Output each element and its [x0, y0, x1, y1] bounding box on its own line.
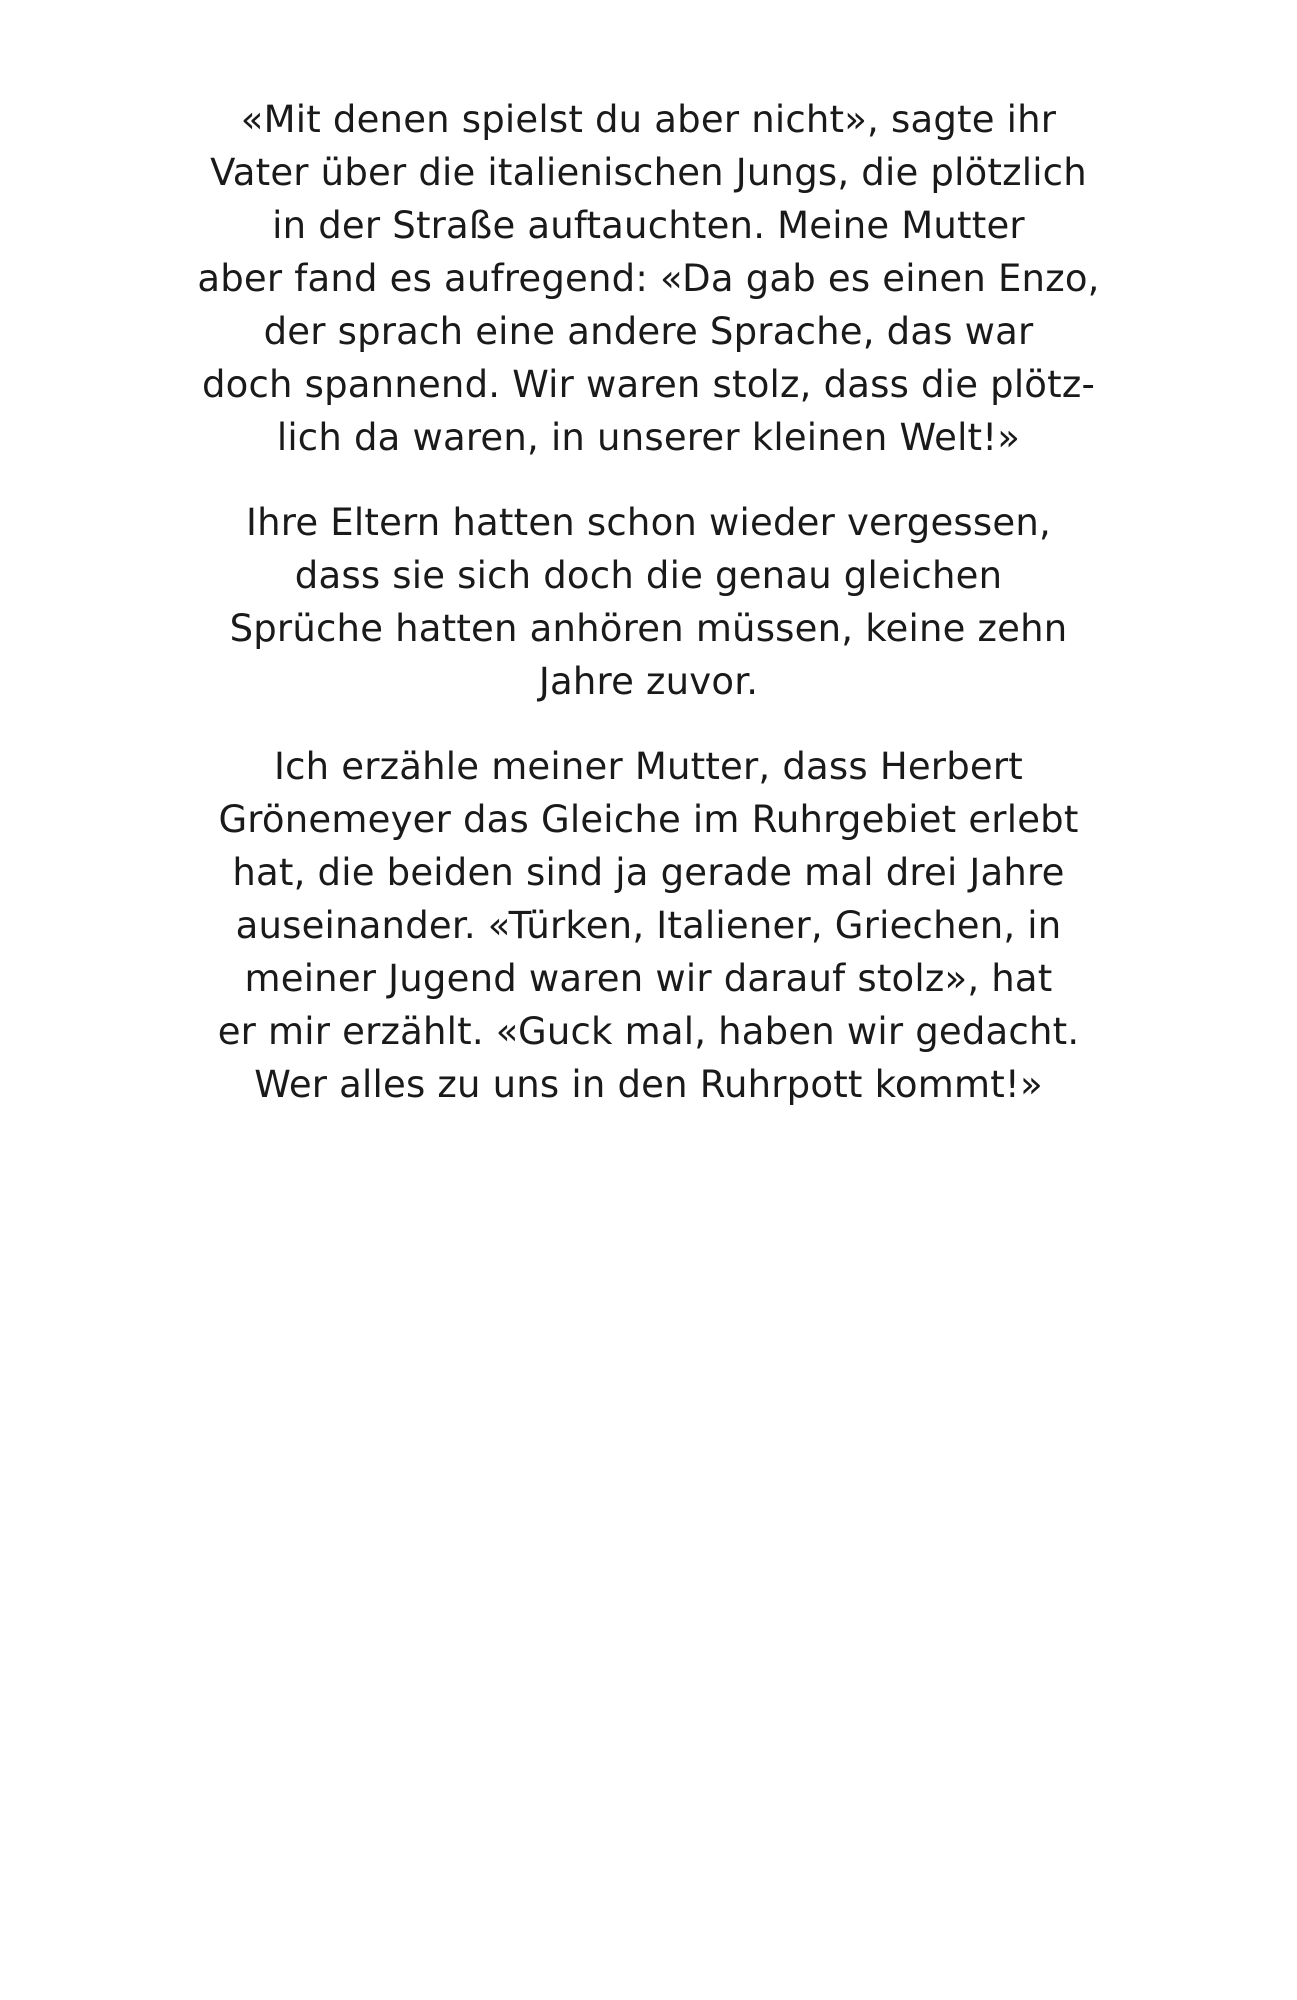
text-line: in der Straße auftauchten. Meine Mutter	[272, 204, 1025, 247]
text-line: Ich erzähle meiner Mutter, dass Herbert	[274, 745, 1023, 788]
body-text	[170, 93, 1127, 1143]
text-line: Grönemeyer das Gleiche im Ruhrgebiet erlebt	[218, 798, 1079, 841]
text-line: Ihre Eltern hatten schon wieder vergessen,	[246, 501, 1051, 544]
text-line: meiner Jugend waren wir darauf stolz», hat	[244, 957, 1053, 1000]
text-line: der sprach eine andere Sprache, das war	[263, 310, 1034, 353]
paragraph-3	[170, 740, 1127, 1111]
paragraph-1	[170, 93, 1127, 464]
text-line: Wer alles zu uns in den Ruhrpott kommt!»	[254, 1063, 1043, 1106]
text-line: hat, die beiden sind ja gerade mal drei Jahre	[232, 851, 1065, 894]
text-line: Sprüche hatten anhören müssen, keine zehn	[229, 607, 1068, 650]
text-line: lich da waren, in unserer kleinen Welt!»	[276, 416, 1021, 459]
text-line: auseinander. «Türken, Italiener, Griechen, in	[235, 904, 1062, 947]
text-line: Jahre zuvor.	[538, 660, 759, 703]
text-line: «Mit denen spielst du aber nicht», sagte ihr	[240, 98, 1057, 141]
text-line: Vater über die italienischen Jungs, die plötzlich	[210, 151, 1087, 194]
text-line: dass sie sich doch die genau gleichen	[294, 554, 1003, 597]
paragraph-2	[170, 496, 1127, 708]
text-line: doch spannend. Wir waren stolz, dass die plötz-	[201, 363, 1096, 406]
text-line: er mir erzählt. «Guck mal, haben wir gedacht.	[217, 1010, 1080, 1053]
text-line: aber fand es aufregend: «Da gab es einen Enzo,	[197, 257, 1100, 300]
